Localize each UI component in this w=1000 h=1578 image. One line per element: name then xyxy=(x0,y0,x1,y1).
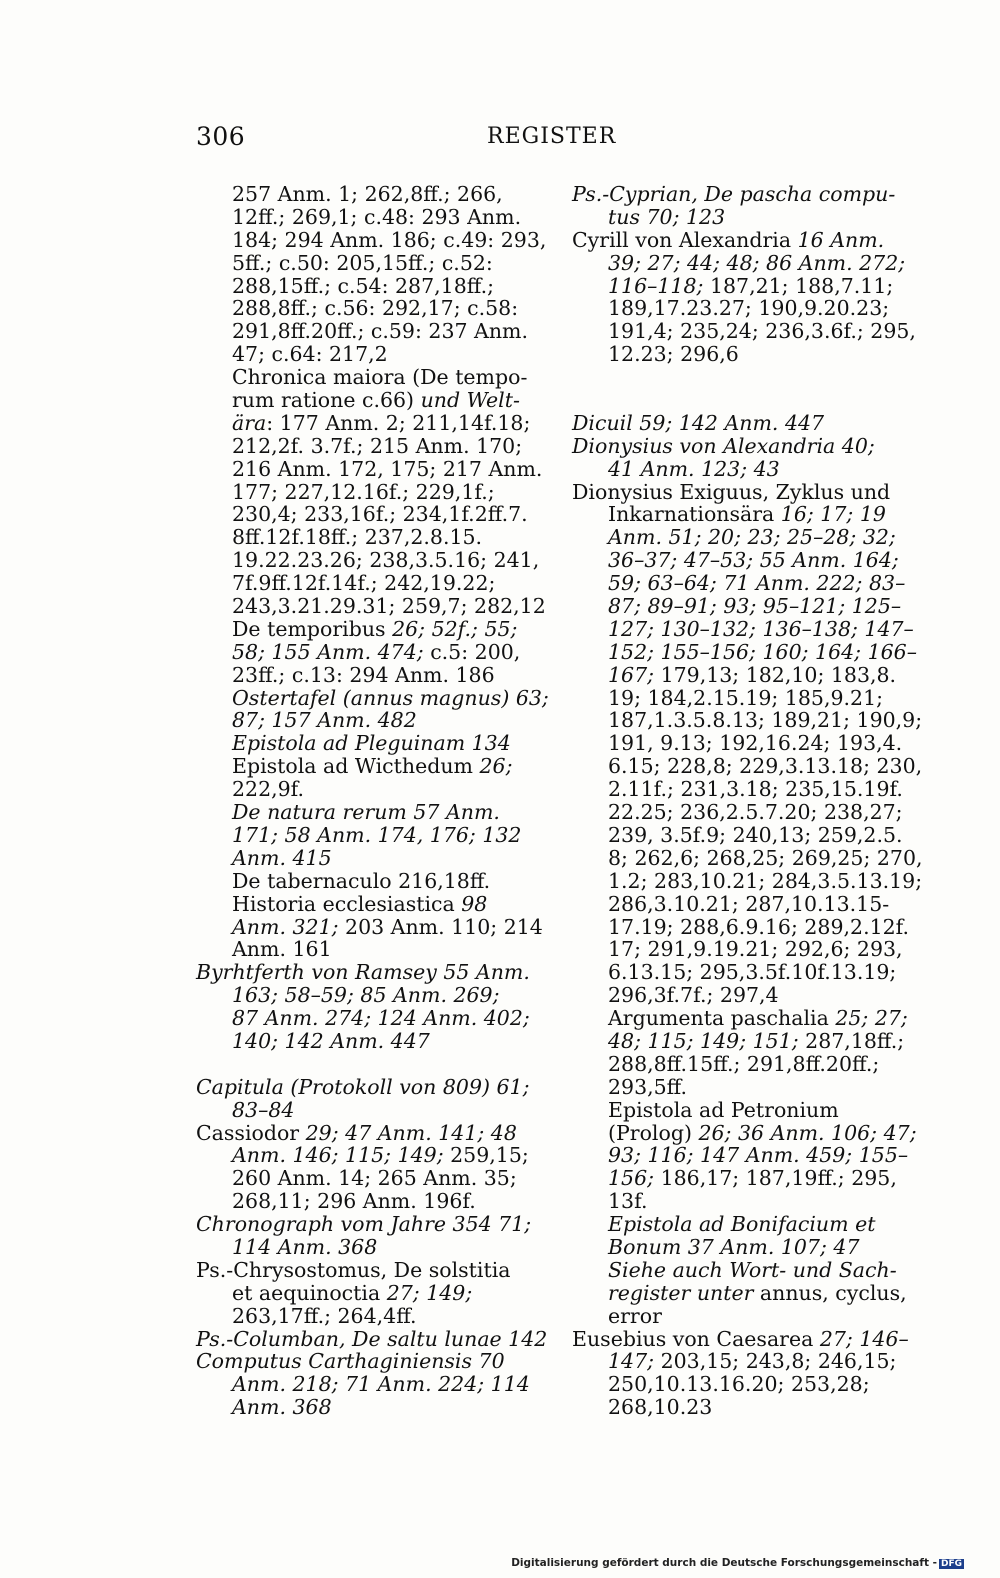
index-subline xyxy=(572,824,912,847)
index-subline xyxy=(572,206,912,229)
index-text: 13f. xyxy=(608,1189,648,1214)
index-subline xyxy=(196,755,536,778)
index-text: 87; 157 Anm. 482 xyxy=(232,708,417,733)
index-text: 293,5ff. xyxy=(608,1074,688,1099)
index-subline xyxy=(196,938,536,961)
index-entry xyxy=(196,1259,536,1282)
index-subline xyxy=(572,595,912,618)
index-subline xyxy=(196,366,536,389)
index-text: 152; 155–156; 160; 164; 166– xyxy=(608,639,917,664)
index-subline xyxy=(196,709,536,732)
index-entry xyxy=(572,435,912,458)
index-subline xyxy=(196,1167,536,1190)
index-text: 58; 155 Anm. 474; xyxy=(232,639,424,664)
index-subline xyxy=(196,618,536,641)
index-text: 27; 149; xyxy=(386,1280,473,1305)
index-text: 98 xyxy=(461,891,488,916)
index-text: Dionysius von Alexandria 40; xyxy=(572,433,875,458)
index-text: 268,11; 296 Anm. 196f. xyxy=(232,1189,476,1214)
index-entry xyxy=(572,1328,912,1351)
index-text: 12.23; 296,6 xyxy=(608,342,739,367)
index-text: Ostertafel (annus magnus) 63; xyxy=(232,685,549,710)
index-text: 6.15; 228,8; 229,3.13.18; 230, xyxy=(608,754,923,779)
index-subline xyxy=(196,548,540,573)
index-text: 19.22.23.26; 238,3.5.16; 241, xyxy=(232,548,540,573)
blank-line xyxy=(572,389,912,412)
index-text: Siehe auch Wort- und Sach- xyxy=(608,1257,897,1282)
index-subline xyxy=(572,1305,912,1328)
index-subline xyxy=(572,1053,912,1076)
index-text: 48; 115; 149; 151; xyxy=(608,1028,799,1053)
index-text: 263,17ff.; 264,4ff. xyxy=(232,1303,417,1328)
index-text: 26; xyxy=(479,754,513,779)
index-text: 187,1.3.5.8.13; 189,21; 190,9; xyxy=(608,708,923,733)
index-subline xyxy=(196,412,536,435)
index-subline xyxy=(572,845,923,870)
index-subline xyxy=(572,732,912,755)
index-subline xyxy=(196,526,536,549)
index-subline xyxy=(196,275,536,298)
index-text: 16; 17; 19 xyxy=(780,502,886,527)
index-subline xyxy=(196,435,536,458)
index-subline xyxy=(572,458,912,481)
index-subline xyxy=(196,1007,536,1030)
index-subline xyxy=(196,343,536,366)
index-text: 19; 184,2.15.19; 185,9.21; xyxy=(608,685,884,710)
index-text: De tabernaculo 216,18ff. xyxy=(232,868,491,893)
index-text: 288,8ff.; c.56: 292,17; c.58: xyxy=(232,296,519,321)
index-text: De natura rerum 57 Anm. xyxy=(232,800,500,825)
index-text: 288,15ff.; c.54: 287,18ff.; xyxy=(232,273,494,298)
index-subline xyxy=(572,319,916,344)
index-subline xyxy=(572,1076,912,1099)
index-subline xyxy=(572,1167,912,1190)
index-subline xyxy=(196,801,536,824)
index-text: 6.13.15; 295,3.5f.10f.13.19; xyxy=(608,960,897,985)
index-text: Cassiodor xyxy=(196,1120,306,1145)
index-text: Epistola ad Bonifacium et xyxy=(608,1212,876,1237)
index-subline xyxy=(572,275,912,298)
index-text: Argumenta paschalia xyxy=(608,1006,836,1031)
index-text: Eusebius von Caesarea xyxy=(572,1326,820,1351)
index-subline xyxy=(572,618,912,641)
index-text: 179,13; 182,10; 183,8. xyxy=(654,662,897,687)
blank-line xyxy=(572,366,912,389)
index-text: Ps.-Columban, De saltu lunae 142 xyxy=(196,1326,548,1351)
index-text: 187,21; 188,7.11; xyxy=(703,273,894,298)
index-text: Anm. 368 xyxy=(232,1395,332,1420)
index-text: et aequinoctia xyxy=(232,1280,387,1305)
index-text: 8; 262,6; 268,25; 269,25; 270, xyxy=(608,845,923,870)
index-text: 17; 291,9.19.21; 292,6; 293, xyxy=(608,937,903,962)
index-text: 83–84 xyxy=(232,1097,295,1122)
index-subline xyxy=(196,1099,536,1122)
dfg-logo: DFG xyxy=(940,1559,962,1569)
index-text: Anm. 146; 115; 149; xyxy=(232,1143,444,1168)
index-subline xyxy=(196,1030,536,1053)
index-subline xyxy=(572,343,912,366)
index-text: (Prolog) xyxy=(608,1120,699,1145)
index-subline xyxy=(196,685,549,710)
index-text: 26; 36 Anm. 106; 47; xyxy=(698,1120,917,1145)
index-text: rum ratione c.66) xyxy=(232,388,421,413)
index-subline xyxy=(196,389,536,412)
index-subline xyxy=(196,641,536,664)
index-subline xyxy=(196,732,536,755)
index-text: 171; 58 Anm. 174, 176; 132 xyxy=(232,822,522,847)
index-subline xyxy=(572,1373,912,1396)
index-subline xyxy=(572,778,912,801)
index-entry xyxy=(196,1122,536,1145)
index-subline xyxy=(572,961,912,984)
index-text: 8ff.12f.18ff.; 237,2.8.15. xyxy=(232,525,483,550)
index-text: 27; 146– xyxy=(819,1326,909,1351)
index-text: Dionysius Exiguus, Zyklus und xyxy=(572,479,891,504)
index-text: Bonum 37 Anm. 107; 47 xyxy=(608,1234,860,1259)
index-subline xyxy=(572,1236,912,1259)
index-text: 26; 52f.; 55; xyxy=(392,616,518,641)
index-text: Inkarnationsära xyxy=(608,502,781,527)
index-text: : 177 Anm. 2; 211,14f.18; xyxy=(266,410,531,435)
index-subline xyxy=(196,1190,536,1213)
footer-credit xyxy=(511,1557,964,1569)
index-subline xyxy=(572,938,912,961)
index-text: 39; 27; 44; 48; 86 Anm. 272; xyxy=(608,250,906,275)
index-subline xyxy=(196,847,536,870)
index-entry xyxy=(572,183,912,206)
index-subline xyxy=(196,320,536,343)
index-subline xyxy=(572,503,912,526)
index-subline xyxy=(196,914,543,939)
index-text: Anm. 161 xyxy=(232,937,332,962)
index-subline xyxy=(196,893,536,916)
index-entry xyxy=(196,1350,536,1373)
index-text: 259,15; xyxy=(443,1143,529,1168)
index-subline xyxy=(196,183,536,206)
index-subline xyxy=(572,549,912,572)
index-subline xyxy=(572,708,923,733)
index-subline xyxy=(196,297,536,320)
page-number: 306 xyxy=(196,122,246,151)
index-subline xyxy=(196,594,546,619)
index-subline xyxy=(196,503,536,526)
index-subline xyxy=(572,1120,917,1145)
index-subline xyxy=(572,868,923,893)
index-subline xyxy=(572,687,912,710)
index-subline xyxy=(572,572,912,595)
index-text: 22.25; 236,2.5.7.20; 238,27; xyxy=(608,800,903,825)
index-text: 287,18ff.; xyxy=(798,1028,905,1053)
index-entry xyxy=(196,1326,548,1351)
index-text: und Welt- xyxy=(420,388,520,413)
index-text: 291,8ff.20ff.; c.59: 237 Anm. xyxy=(232,319,529,344)
index-text: Anm. 415 xyxy=(232,845,332,870)
index-text: 203,15; 243,8; 246,15; xyxy=(654,1349,897,1374)
index-entry xyxy=(196,1076,536,1099)
index-subline xyxy=(572,1350,912,1373)
index-text: Capitula (Protokoll von 809) 61; xyxy=(196,1074,530,1099)
index-text: 296,3f.7f.; 297,4 xyxy=(608,983,779,1008)
index-subline xyxy=(196,481,536,504)
index-text: Cyrill von Alexandria xyxy=(572,227,798,252)
index-text: 156; xyxy=(608,1166,655,1191)
index-subline xyxy=(572,1396,912,1419)
index-subline xyxy=(196,984,536,1007)
index-subline xyxy=(572,1030,912,1053)
index-text: 230,4; 233,16f.; 234,1f.2ff.7. xyxy=(232,502,528,527)
index-text: 167; xyxy=(608,662,655,687)
index-text: Historia ecclesiastica xyxy=(232,891,462,916)
index-text: 239, 3.5f.9; 240,13; 259,2.5. xyxy=(608,822,903,847)
index-text: 7f.9ff.12f.14f.; 242,19.22; xyxy=(232,571,496,596)
index-subline xyxy=(196,1144,536,1167)
index-text: 257 Anm. 1; 262,8ff.; 266, xyxy=(232,182,503,206)
index-text: 288,8ff.15ff.; 291,8ff.20ff.; xyxy=(608,1051,880,1076)
index-subline xyxy=(196,778,536,801)
index-subline xyxy=(196,206,536,229)
index-text: 87 Anm. 274; 124 Anm. 402; xyxy=(232,1006,530,1031)
index-entry xyxy=(572,412,912,435)
index-subline xyxy=(196,1282,536,1305)
index-text: 2.11f.; 231,3.18; 235,15.19f. xyxy=(608,777,903,802)
index-subline xyxy=(572,297,912,320)
index-text: 147; xyxy=(608,1349,655,1374)
index-text: De temporibus xyxy=(232,616,393,641)
index-entry xyxy=(196,961,536,984)
index-subline xyxy=(572,1190,912,1213)
index-column-right xyxy=(572,182,923,1420)
index-text: Ps.-Cyprian, De pascha compu- xyxy=(572,182,896,206)
index-text: 163; 58–59; 85 Anm. 269; xyxy=(232,983,500,1008)
index-column-left xyxy=(196,182,549,1420)
index-subline xyxy=(572,1259,912,1282)
index-entry xyxy=(196,1213,536,1236)
index-text: Ps.-Chrysostomus, De solstitia xyxy=(196,1257,511,1282)
index-text: 286,3.10.21; 287,10.13.15- xyxy=(608,891,890,916)
index-subline xyxy=(572,1213,912,1236)
index-subline xyxy=(196,870,536,893)
index-text: 140; 142 Anm. 447 xyxy=(232,1028,430,1053)
index-subline xyxy=(196,1396,536,1419)
index-text: 29; 47 Anm. 141; 48 xyxy=(305,1120,517,1145)
index-text: error xyxy=(608,1303,662,1328)
index-text: annus, cyclus, xyxy=(753,1280,907,1305)
index-text: 114 Anm. 368 xyxy=(232,1234,378,1259)
index-text: 243,3.21.29.31; 259,7; 282,12 xyxy=(232,594,546,619)
index-subline xyxy=(572,639,917,664)
index-subline xyxy=(196,1236,536,1259)
index-text: 189,17.23.27; 190,9.20.23; xyxy=(608,296,890,321)
index-subline xyxy=(196,456,543,481)
index-text: Computus Carthaginiensis 70 xyxy=(196,1349,505,1374)
index-subline xyxy=(196,664,536,687)
index-text: 250,10.13.16.20; 253,28; xyxy=(608,1372,870,1397)
index-entry xyxy=(572,229,912,252)
index-subline xyxy=(572,801,912,824)
index-text: 47; c.64: 217,2 xyxy=(232,342,388,367)
index-text: 41 Anm. 123; 43 xyxy=(608,456,780,481)
index-text: c.5: 200, xyxy=(423,639,521,664)
index-subline xyxy=(572,916,912,939)
index-text: Epistola ad Petronium xyxy=(608,1097,839,1122)
index-text: Chronica maiora (De tempo- xyxy=(232,365,528,390)
index-text: ära xyxy=(232,410,267,435)
index-subline xyxy=(572,252,912,275)
index-text: 191,4; 235,24; 236,3.6f.; 295, xyxy=(608,319,916,344)
index-text: 186,17; 187,19ff.; 295, xyxy=(654,1166,897,1191)
index-subline xyxy=(572,984,912,1007)
index-text: 36–37; 47–53; 55 Anm. 164; xyxy=(608,548,899,573)
index-text: 177; 227,12.16f.; 229,1f.; xyxy=(232,479,495,504)
index-text: register unter xyxy=(608,1280,754,1305)
index-subline xyxy=(572,893,912,916)
index-text: Epistola ad Pleguinam 134 xyxy=(232,731,511,756)
index-text: Dicuil 59; 142 Anm. 447 xyxy=(572,410,825,435)
blank-line xyxy=(196,1053,536,1076)
index-text: 222,9f. xyxy=(232,777,305,802)
index-text: 127; 130–132; 136–138; 147– xyxy=(608,616,914,641)
index-text: 17.19; 288,6.9.16; 289,2.12f. xyxy=(608,914,910,939)
index-text: 268,10.23 xyxy=(608,1395,713,1420)
index-text: 23ff.; c.13: 294 Anm. 186 xyxy=(232,662,495,687)
index-text: 216 Anm. 172, 175; 217 Anm. xyxy=(232,456,543,481)
index-text: 16 Anm. xyxy=(797,227,885,252)
index-subline xyxy=(572,1007,912,1030)
index-text: 5ff.; c.50: 205,15ff.; c.52: xyxy=(232,250,493,275)
index-subline xyxy=(196,252,536,275)
index-text: tus 70; 123 xyxy=(608,204,726,229)
index-text: Byrhtferth von Ramsey 55 Anm. xyxy=(196,960,530,985)
index-text: 59; 63–64; 71 Anm. 222; 83– xyxy=(608,571,906,596)
index-entry xyxy=(572,481,912,504)
index-text: 25; 27; xyxy=(835,1006,908,1031)
index-subline xyxy=(572,526,912,549)
running-head: REGISTER xyxy=(487,124,617,149)
index-text: 260 Anm. 14; 265 Anm. 35; xyxy=(232,1166,517,1191)
index-subline xyxy=(196,1305,536,1328)
index-text: Epistola ad Wicthedum xyxy=(232,754,480,779)
index-subline xyxy=(196,572,536,595)
index-subline xyxy=(572,664,912,687)
index-text: 93; 116; 147 Anm. 459; 155– xyxy=(608,1143,909,1168)
index-text: 184; 294 Anm. 186; c.49: 293, xyxy=(232,227,547,252)
index-text: 1.2; 283,10.21; 284,3.5.13.19; xyxy=(608,868,923,893)
index-text: Anm. 51; 20; 23; 25–28; 32; xyxy=(608,525,896,550)
index-text: 212,2f. 3.7f.; 215 Anm. 170; xyxy=(232,433,523,458)
index-text: Chronograph vom Jahre 354 71; xyxy=(196,1212,532,1237)
index-subline xyxy=(196,824,536,847)
index-text: Anm. 321; xyxy=(232,914,339,939)
index-subline xyxy=(196,227,547,252)
index-subline xyxy=(572,754,923,779)
index-text: Anm. 218; 71 Anm. 224; 114 xyxy=(232,1372,530,1397)
index-subline xyxy=(572,1144,912,1167)
index-text: 12ff.; 269,1; c.48: 293 Anm. xyxy=(232,204,522,229)
footer-text: Digitalisierung gefördert durch die Deutsche Forschungsgemeinschaft - xyxy=(511,1557,937,1569)
index-text: 203 Anm. 110; 214 xyxy=(338,914,543,939)
index-text: 87; 89–91; 93; 95–121; 125– xyxy=(608,594,902,619)
index-text: 191, 9.13; 192,16.24; 193,4. xyxy=(608,731,903,756)
index-subline xyxy=(572,1099,912,1122)
index-subline xyxy=(196,1373,536,1396)
index-subline xyxy=(572,1282,912,1305)
index-text: 116–118; xyxy=(608,273,704,298)
